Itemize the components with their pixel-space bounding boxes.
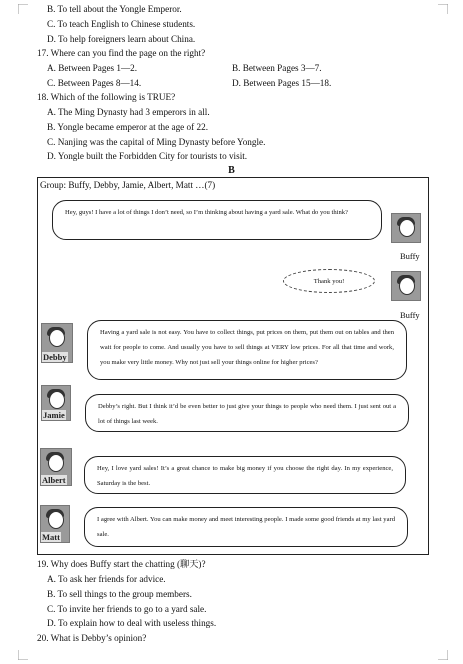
q19-option-c: C. To invite her friends to go to a yard sale. [47, 604, 207, 614]
avatar-face-icon [49, 329, 65, 347]
corner-mark-bottom-right [438, 650, 448, 660]
q19-option-d: D. To explain how to deal with useless things. [47, 618, 217, 628]
chat-bubble-buffy-1: Hey, guys! I have a lot of things I don’t need, so I’m thinking about having a yard sale. What do you think? [52, 200, 382, 240]
q17-option-d: D. Between Pages 15—18. [232, 78, 332, 88]
avatar-jamie [41, 385, 71, 421]
q17-option-a: A. Between Pages 1—2. [47, 63, 138, 73]
speaker-label-buffy-2: Buffy [400, 310, 420, 320]
q18-option-b: B. Yongle became emperor at the age of 22. [47, 122, 208, 132]
avatar-name-matt: Matt [42, 532, 60, 542]
avatar-name-debby: Debby [43, 352, 67, 362]
q17-question: 17. Where can you find the page on the right? [37, 48, 206, 58]
chat-bubble-buffy-2: Thank you! [283, 269, 375, 293]
q18-option-c: C. Nanjing was the capital of Ming Dynasty before Yongle. [47, 137, 266, 147]
avatar-albert [40, 448, 72, 486]
avatar-face-icon [399, 219, 415, 237]
avatar-matt [40, 505, 70, 543]
speaker-label-buffy-1: Buffy [400, 251, 420, 261]
q19-option-b: B. To sell things to the group members. [47, 589, 192, 599]
chat-bubble-jamie: Debby’s right. But I think it’d be even better to just give your things to people who need them. I just sent out a lot of things last week. [85, 394, 409, 432]
corner-mark-top-right [438, 4, 448, 14]
avatar-face-icon [48, 511, 64, 529]
q17-option-c: C. Between Pages 8—14. [47, 78, 142, 88]
chat-bubble-matt: I agree with Albert. You can make money and meet interesting people. I made some good friends at my last yard sale. [84, 507, 408, 547]
avatar-name-albert: Albert [42, 475, 66, 485]
q20-question: 20. What is Debby’s opinion? [37, 633, 147, 643]
chat-bubble-debby: Having a yard sale is not easy. You have to collect things, put prices on them, put them out on tables and then wait for people to come. And usually you have to sell things at VERY low prices. For all that time and work, you make very little money. Why not just sell your things online for higher prices? [87, 320, 407, 380]
q18-question: 18. Which of the following is TRUE? [37, 92, 176, 102]
q19-question: 19. Why does Buffy start the chatting (聊天)? [37, 559, 206, 569]
avatar-face-icon [48, 454, 64, 472]
avatar-face-icon [399, 277, 415, 295]
q19-option-a: A. To ask her friends for advice. [47, 574, 166, 584]
q16-option-d: D. To help foreigners learn about China. [47, 34, 196, 44]
group-chat-title: Group: Buffy, Debby, Jamie, Albert, Matt …(7) [40, 180, 216, 190]
corner-mark-bottom-left [18, 650, 28, 660]
avatar-buffy-2 [391, 271, 421, 301]
avatar-buffy-1 [391, 213, 421, 243]
q16-option-c: C. To teach English to Chinese students. [47, 19, 196, 29]
avatar-debby [41, 323, 73, 363]
chat-bubble-albert: Hey, I love yard sales! It’s a great chance to make big money if you choose the right day. In my experience, Saturday is the best. [84, 456, 406, 494]
q18-option-a: A. The Ming Dynasty had 3 emperors in all. [47, 107, 210, 117]
q16-option-b: B. To tell about the Yongle Emperor. [47, 4, 182, 14]
section-label: B [228, 165, 235, 176]
q18-option-d: D. Yongle built the Forbidden City for tourists to visit. [47, 151, 248, 161]
q17-option-b: B. Between Pages 3—7. [232, 63, 322, 73]
avatar-face-icon [49, 391, 65, 409]
avatar-name-jamie: Jamie [43, 410, 65, 420]
corner-mark-top-left [18, 4, 28, 14]
